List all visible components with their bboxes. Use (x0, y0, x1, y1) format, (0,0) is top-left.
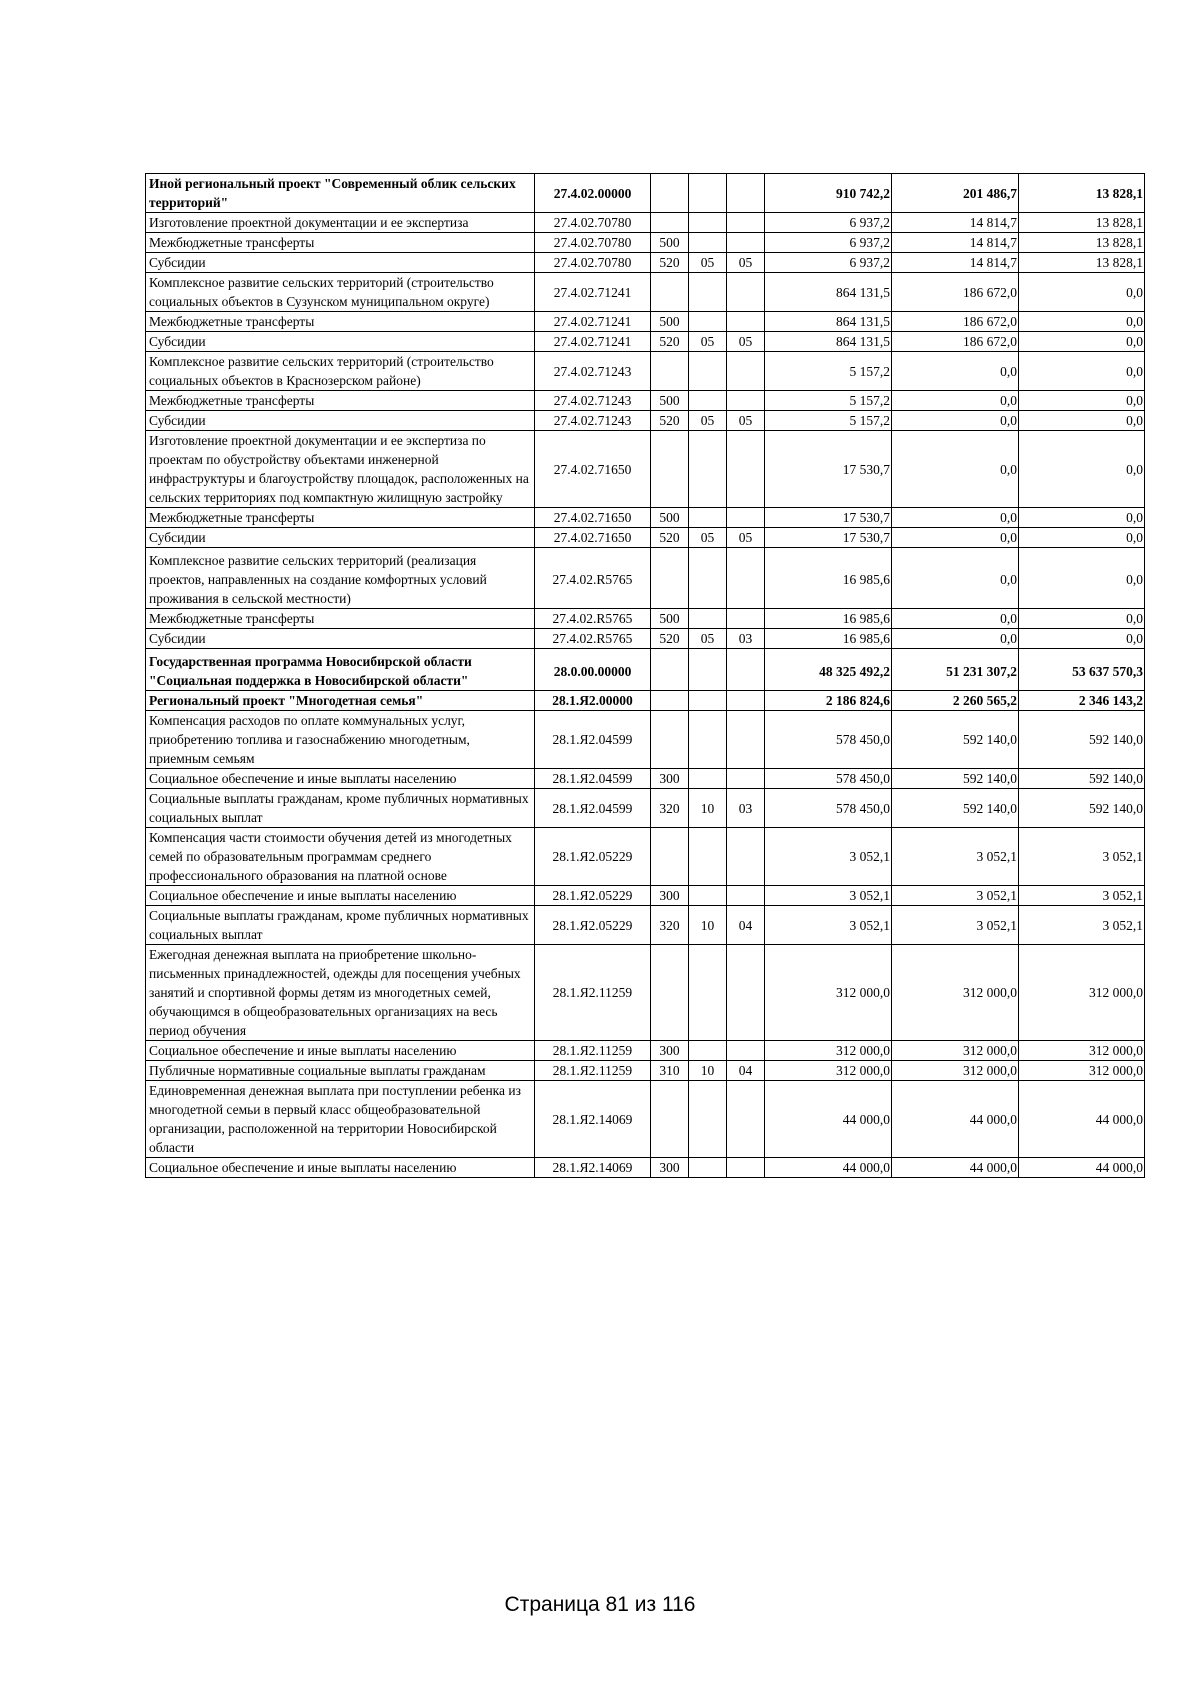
expense-type-cell: 300 (651, 1158, 689, 1178)
section-cell: 10 (689, 1061, 727, 1081)
target-code-cell: 27.4.02.71650 (535, 508, 651, 528)
section-cell: 05 (689, 253, 727, 273)
target-code-cell: 27.4.02.71241 (535, 273, 651, 312)
amount-year2-cell: 312 000,0 (892, 945, 1019, 1041)
target-code-cell: 27.4.02.71241 (535, 332, 651, 352)
amount-year1-cell: 5 157,2 (765, 352, 892, 391)
subsection-cell: 05 (727, 332, 765, 352)
amount-year2-cell: 14 814,7 (892, 253, 1019, 273)
amount-year2-cell: 312 000,0 (892, 1061, 1019, 1081)
amount-year1-cell: 48 325 492,2 (765, 649, 892, 691)
row-name-cell: Публичные нормативные социальные выплаты гражданам (146, 1061, 535, 1081)
amount-year1-cell: 864 131,5 (765, 332, 892, 352)
table-body (146, 174, 1145, 1178)
target-code-cell: 28.1.Я2.04599 (535, 789, 651, 828)
row-name-cell: Социальное обеспечение и иные выплаты населению (146, 886, 535, 906)
subsection-cell (727, 352, 765, 391)
table-row (146, 411, 1145, 431)
target-code-cell: 27.4.02.71243 (535, 411, 651, 431)
expense-type-cell: 520 (651, 411, 689, 431)
amount-year2-cell: 0,0 (892, 528, 1019, 548)
amount-year1-cell: 3 052,1 (765, 906, 892, 945)
target-code-cell: 27.4.02.R5765 (535, 629, 651, 649)
expense-type-cell (651, 649, 689, 691)
subsection-cell (727, 1041, 765, 1061)
amount-year3-cell: 2 346 143,2 (1019, 691, 1145, 711)
amount-year2-cell: 0,0 (892, 411, 1019, 431)
table-row (146, 1081, 1145, 1158)
amount-year3-cell: 312 000,0 (1019, 1061, 1145, 1081)
expense-type-cell: 500 (651, 609, 689, 629)
amount-year2-cell: 0,0 (892, 629, 1019, 649)
table-row (146, 528, 1145, 548)
row-name-cell: Ежегодная денежная выплата на приобретение школьно-письменных принадлежностей, одежды для посещения учебных занятий и спортивной формы детям из многодетных семей, обучающимся в общеобразовательных организациях на весь период обучения (146, 945, 535, 1041)
target-code-cell: 28.1.Я2.05229 (535, 906, 651, 945)
row-name-cell: Социальное обеспечение и иные выплаты населению (146, 1041, 535, 1061)
amount-year3-cell: 44 000,0 (1019, 1081, 1145, 1158)
row-name-cell: Субсидии (146, 528, 535, 548)
target-code-cell: 28.1.Я2.11259 (535, 1061, 651, 1081)
expense-type-cell: 500 (651, 312, 689, 332)
amount-year1-cell: 17 530,7 (765, 508, 892, 528)
expense-type-cell (651, 691, 689, 711)
amount-year1-cell: 6 937,2 (765, 233, 892, 253)
amount-year3-cell: 3 052,1 (1019, 828, 1145, 886)
page-number: Страница 81 из 116 (504, 1593, 696, 1616)
amount-year3-cell: 0,0 (1019, 411, 1145, 431)
amount-year1-cell: 6 937,2 (765, 213, 892, 233)
amount-year1-cell: 864 131,5 (765, 312, 892, 332)
table-row (146, 431, 1145, 508)
table-row (146, 945, 1145, 1041)
expense-type-cell: 320 (651, 906, 689, 945)
row-name-cell: Межбюджетные трансферты (146, 391, 535, 411)
target-code-cell: 27.4.02.71243 (535, 352, 651, 391)
table-row (146, 629, 1145, 649)
subsection-cell (727, 391, 765, 411)
amount-year1-cell: 16 985,6 (765, 548, 892, 609)
table-row (146, 174, 1145, 213)
amount-year1-cell: 44 000,0 (765, 1158, 892, 1178)
amount-year2-cell: 0,0 (892, 352, 1019, 391)
amount-year3-cell: 13 828,1 (1019, 233, 1145, 253)
table-row (146, 548, 1145, 609)
amount-year2-cell: 592 140,0 (892, 769, 1019, 789)
target-code-cell: 27.4.02.71650 (535, 431, 651, 508)
subsection-cell: 04 (727, 1061, 765, 1081)
table-row (146, 649, 1145, 691)
section-cell (689, 945, 727, 1041)
amount-year3-cell: 312 000,0 (1019, 1041, 1145, 1061)
table-row (146, 1061, 1145, 1081)
amount-year3-cell: 0,0 (1019, 273, 1145, 312)
amount-year3-cell: 13 828,1 (1019, 253, 1145, 273)
expense-type-cell (651, 828, 689, 886)
section-cell (689, 273, 727, 312)
subsection-cell (727, 828, 765, 886)
amount-year2-cell: 44 000,0 (892, 1158, 1019, 1178)
subsection-cell (727, 174, 765, 213)
table-row (146, 391, 1145, 411)
expense-type-cell: 520 (651, 629, 689, 649)
table-row (146, 886, 1145, 906)
row-name-cell: Социальные выплаты гражданам, кроме публичных нормативных социальных выплат (146, 789, 535, 828)
amount-year3-cell: 13 828,1 (1019, 174, 1145, 213)
amount-year3-cell: 592 140,0 (1019, 711, 1145, 769)
amount-year1-cell: 2 186 824,6 (765, 691, 892, 711)
amount-year2-cell: 201 486,7 (892, 174, 1019, 213)
expense-type-cell: 500 (651, 508, 689, 528)
subsection-cell (727, 508, 765, 528)
amount-year3-cell: 0,0 (1019, 548, 1145, 609)
subsection-cell (727, 273, 765, 312)
row-name-cell: Межбюджетные трансферты (146, 609, 535, 629)
amount-year1-cell: 312 000,0 (765, 1041, 892, 1061)
target-code-cell: 28.0.00.00000 (535, 649, 651, 691)
amount-year2-cell: 186 672,0 (892, 312, 1019, 332)
section-cell (689, 886, 727, 906)
expense-type-cell (651, 1081, 689, 1158)
amount-year3-cell: 592 140,0 (1019, 769, 1145, 789)
target-code-cell: 28.1.Я2.04599 (535, 711, 651, 769)
section-cell (689, 391, 727, 411)
row-name-cell: Иной региональный проект "Современный облик сельских территорий" (146, 174, 535, 213)
subsection-cell: 03 (727, 789, 765, 828)
amount-year2-cell: 2 260 565,2 (892, 691, 1019, 711)
section-cell (689, 649, 727, 691)
row-name-cell: Социальное обеспечение и иные выплаты населению (146, 1158, 535, 1178)
amount-year1-cell: 578 450,0 (765, 711, 892, 769)
expense-type-cell (651, 431, 689, 508)
row-name-cell: Социальные выплаты гражданам, кроме публичных нормативных социальных выплат (146, 906, 535, 945)
section-cell: 05 (689, 411, 727, 431)
row-name-cell: Единовременная денежная выплата при поступлении ребенка из многодетной семьи в первый класс общеобразовательной организации, расположенной на территории Новосибирской области (146, 1081, 535, 1158)
target-code-cell: 27.4.02.70780 (535, 253, 651, 273)
expense-type-cell: 320 (651, 789, 689, 828)
row-name-cell: Субсидии (146, 253, 535, 273)
amount-year3-cell: 0,0 (1019, 352, 1145, 391)
target-code-cell: 28.1.Я2.14069 (535, 1158, 651, 1178)
row-name-cell: Субсидии (146, 629, 535, 649)
target-code-cell: 27.4.02.R5765 (535, 548, 651, 609)
amount-year2-cell: 592 140,0 (892, 789, 1019, 828)
expense-type-cell: 520 (651, 253, 689, 273)
table-row (146, 711, 1145, 769)
amount-year1-cell: 910 742,2 (765, 174, 892, 213)
amount-year1-cell: 17 530,7 (765, 431, 892, 508)
section-cell (689, 609, 727, 629)
expense-type-cell (651, 711, 689, 769)
table-row (146, 1158, 1145, 1178)
row-name-cell: Межбюджетные трансферты (146, 508, 535, 528)
section-cell (689, 431, 727, 508)
amount-year3-cell: 0,0 (1019, 391, 1145, 411)
table-row (146, 789, 1145, 828)
section-cell: 10 (689, 906, 727, 945)
amount-year1-cell: 16 985,6 (765, 609, 892, 629)
amount-year1-cell: 16 985,6 (765, 629, 892, 649)
subsection-cell (727, 609, 765, 629)
amount-year1-cell: 5 157,2 (765, 391, 892, 411)
target-code-cell: 28.1.Я2.14069 (535, 1081, 651, 1158)
subsection-cell (727, 213, 765, 233)
expense-type-cell (651, 945, 689, 1041)
amount-year1-cell: 312 000,0 (765, 1061, 892, 1081)
expense-type-cell: 520 (651, 332, 689, 352)
amount-year2-cell: 0,0 (892, 508, 1019, 528)
section-cell (689, 213, 727, 233)
row-name-cell: Изготовление проектной документации и ее экспертиза по проектам по обустройству объектами инженерной инфраструктуры и благоустройству площадок, расположенных на сельских территориях под компактную жилищную застройку (146, 431, 535, 508)
section-cell (689, 711, 727, 769)
subsection-cell: 05 (727, 253, 765, 273)
section-cell (689, 1158, 727, 1178)
amount-year1-cell: 578 450,0 (765, 769, 892, 789)
row-name-cell: Региональный проект "Многодетная семья" (146, 691, 535, 711)
section-cell (689, 1041, 727, 1061)
target-code-cell: 28.1.Я2.05229 (535, 886, 651, 906)
amount-year1-cell: 864 131,5 (765, 273, 892, 312)
amount-year1-cell: 5 157,2 (765, 411, 892, 431)
table-row (146, 769, 1145, 789)
amount-year2-cell: 312 000,0 (892, 1041, 1019, 1061)
table-row (146, 213, 1145, 233)
amount-year2-cell: 0,0 (892, 548, 1019, 609)
section-cell (689, 233, 727, 253)
section-cell (689, 769, 727, 789)
subsection-cell: 04 (727, 906, 765, 945)
amount-year2-cell: 44 000,0 (892, 1081, 1019, 1158)
row-name-cell: Субсидии (146, 411, 535, 431)
subsection-cell (727, 691, 765, 711)
row-name-cell: Комплексное развитие сельских территорий (строительство социальных объектов в Краснозерском районе) (146, 352, 535, 391)
amount-year2-cell: 592 140,0 (892, 711, 1019, 769)
table-row (146, 312, 1145, 332)
section-cell (689, 174, 727, 213)
amount-year3-cell: 53 637 570,3 (1019, 649, 1145, 691)
table-row (146, 352, 1145, 391)
expense-type-cell (651, 213, 689, 233)
table-row (146, 1041, 1145, 1061)
amount-year1-cell: 578 450,0 (765, 789, 892, 828)
amount-year2-cell: 3 052,1 (892, 906, 1019, 945)
subsection-cell (727, 711, 765, 769)
amount-year3-cell: 0,0 (1019, 332, 1145, 352)
subsection-cell: 05 (727, 411, 765, 431)
section-cell (689, 508, 727, 528)
target-code-cell: 27.4.02.71241 (535, 312, 651, 332)
section-cell (689, 828, 727, 886)
amount-year1-cell: 3 052,1 (765, 828, 892, 886)
expense-type-cell: 300 (651, 1041, 689, 1061)
table-row (146, 691, 1145, 711)
subsection-cell (727, 1158, 765, 1178)
target-code-cell: 27.4.02.70780 (535, 233, 651, 253)
subsection-cell (727, 769, 765, 789)
row-name-cell: Социальное обеспечение и иные выплаты населению (146, 769, 535, 789)
subsection-cell (727, 649, 765, 691)
target-code-cell: 27.4.02.00000 (535, 174, 651, 213)
expense-type-cell (651, 548, 689, 609)
amount-year3-cell: 3 052,1 (1019, 886, 1145, 906)
row-name-cell: Межбюджетные трансферты (146, 312, 535, 332)
amount-year2-cell: 0,0 (892, 431, 1019, 508)
target-code-cell: 27.4.02.R5765 (535, 609, 651, 629)
amount-year2-cell: 51 231 307,2 (892, 649, 1019, 691)
amount-year3-cell: 0,0 (1019, 312, 1145, 332)
subsection-cell (727, 431, 765, 508)
expense-type-cell (651, 352, 689, 391)
expense-type-cell: 500 (651, 233, 689, 253)
target-code-cell: 28.1.Я2.11259 (535, 1041, 651, 1061)
row-name-cell: Компенсация части стоимости обучения детей из многодетных семей по образовательным программам среднего профессионального образования на платной основе (146, 828, 535, 886)
expense-type-cell (651, 273, 689, 312)
amount-year3-cell: 0,0 (1019, 528, 1145, 548)
table-row (146, 609, 1145, 629)
table-row (146, 253, 1145, 273)
subsection-cell (727, 312, 765, 332)
section-cell (689, 548, 727, 609)
table-row (146, 332, 1145, 352)
expense-type-cell (651, 174, 689, 213)
expense-type-cell: 300 (651, 769, 689, 789)
amount-year2-cell: 3 052,1 (892, 886, 1019, 906)
subsection-cell (727, 548, 765, 609)
table-row (146, 233, 1145, 253)
amount-year2-cell: 14 814,7 (892, 213, 1019, 233)
section-cell: 05 (689, 528, 727, 548)
target-code-cell: 28.1.Я2.00000 (535, 691, 651, 711)
subsection-cell (727, 886, 765, 906)
table-row (146, 906, 1145, 945)
section-cell: 05 (689, 332, 727, 352)
amount-year2-cell: 0,0 (892, 609, 1019, 629)
amount-year3-cell: 13 828,1 (1019, 213, 1145, 233)
target-code-cell: 27.4.02.71650 (535, 528, 651, 548)
amount-year2-cell: 186 672,0 (892, 273, 1019, 312)
subsection-cell (727, 945, 765, 1041)
budget-table (145, 173, 1145, 1178)
table-row (146, 508, 1145, 528)
expense-type-cell: 310 (651, 1061, 689, 1081)
row-name-cell: Комплексное развитие сельских территорий (строительство социальных объектов в Сузунском муниципальном округе) (146, 273, 535, 312)
amount-year3-cell: 3 052,1 (1019, 906, 1145, 945)
section-cell (689, 1081, 727, 1158)
section-cell (689, 691, 727, 711)
subsection-cell (727, 233, 765, 253)
amount-year1-cell: 17 530,7 (765, 528, 892, 548)
amount-year2-cell: 14 814,7 (892, 233, 1019, 253)
table-row (146, 273, 1145, 312)
amount-year1-cell: 3 052,1 (765, 886, 892, 906)
target-code-cell: 27.4.02.71243 (535, 391, 651, 411)
amount-year3-cell: 0,0 (1019, 508, 1145, 528)
amount-year3-cell: 0,0 (1019, 431, 1145, 508)
expense-type-cell: 500 (651, 391, 689, 411)
subsection-cell: 05 (727, 528, 765, 548)
target-code-cell: 27.4.02.70780 (535, 213, 651, 233)
row-name-cell: Государственная программа Новосибирской области "Социальная поддержка в Новосибирской области" (146, 649, 535, 691)
expense-type-cell: 520 (651, 528, 689, 548)
amount-year1-cell: 6 937,2 (765, 253, 892, 273)
amount-year3-cell: 592 140,0 (1019, 789, 1145, 828)
section-cell (689, 312, 727, 332)
amount-year3-cell: 44 000,0 (1019, 1158, 1145, 1178)
amount-year1-cell: 44 000,0 (765, 1081, 892, 1158)
amount-year2-cell: 186 672,0 (892, 332, 1019, 352)
amount-year3-cell: 312 000,0 (1019, 945, 1145, 1041)
amount-year3-cell: 0,0 (1019, 629, 1145, 649)
row-name-cell: Комплексное развитие сельских территорий (реализация проектов, направленных на создание комфортных условий проживания в сельской местности) (146, 548, 535, 609)
row-name-cell: Компенсация расходов по оплате коммунальных услуг, приобретению топлива и газоснабжению многодетным, приемным семьям (146, 711, 535, 769)
row-name-cell: Изготовление проектной документации и ее экспертиза (146, 213, 535, 233)
target-code-cell: 28.1.Я2.11259 (535, 945, 651, 1041)
target-code-cell: 28.1.Я2.05229 (535, 828, 651, 886)
row-name-cell: Межбюджетные трансферты (146, 233, 535, 253)
section-cell: 05 (689, 629, 727, 649)
table-row (146, 828, 1145, 886)
amount-year3-cell: 0,0 (1019, 609, 1145, 629)
amount-year2-cell: 3 052,1 (892, 828, 1019, 886)
subsection-cell: 03 (727, 629, 765, 649)
amount-year1-cell: 312 000,0 (765, 945, 892, 1041)
expense-type-cell: 300 (651, 886, 689, 906)
row-name-cell: Субсидии (146, 332, 535, 352)
section-cell: 10 (689, 789, 727, 828)
section-cell (689, 352, 727, 391)
subsection-cell (727, 1081, 765, 1158)
amount-year2-cell: 0,0 (892, 391, 1019, 411)
target-code-cell: 28.1.Я2.04599 (535, 769, 651, 789)
